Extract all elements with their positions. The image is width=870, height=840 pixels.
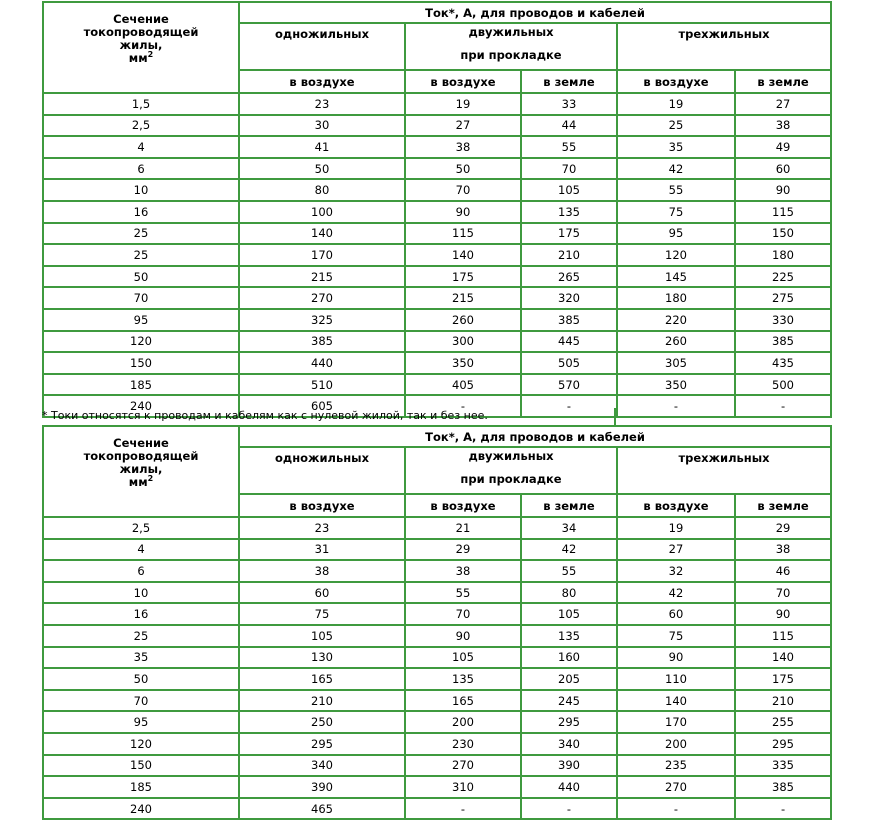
table-row bbox=[43, 582, 831, 604]
col-header-single-air: в воздухе bbox=[239, 494, 405, 517]
cell-current: 110 bbox=[617, 668, 735, 690]
cell-current: 140 bbox=[239, 223, 405, 245]
cell-current: 210 bbox=[239, 690, 405, 712]
cell-current: 295 bbox=[521, 711, 617, 733]
cell-section: 240 bbox=[43, 395, 239, 417]
cell-section: 185 bbox=[43, 776, 239, 798]
section-header-unit: $мм^2$ bbox=[128, 474, 154, 489]
table-row bbox=[43, 93, 831, 115]
current-table-1 bbox=[42, 1, 832, 418]
table-row bbox=[43, 115, 831, 137]
cell-current: 265 bbox=[521, 266, 617, 288]
cell-current: 55 bbox=[521, 136, 617, 158]
cell-section: 95 bbox=[43, 309, 239, 331]
cell-current: 27 bbox=[617, 539, 735, 561]
cell-current: 95 bbox=[617, 223, 735, 245]
cell-current: 255 bbox=[735, 711, 831, 733]
cell-current: 60 bbox=[735, 158, 831, 180]
cell-current: 325 bbox=[239, 309, 405, 331]
cell-section: 16 bbox=[43, 201, 239, 223]
cell-current: 435 bbox=[735, 352, 831, 374]
cell-current: 32 bbox=[617, 560, 735, 582]
cell-current: 170 bbox=[617, 711, 735, 733]
cell-current: 49 bbox=[735, 136, 831, 158]
cell-current: 305 bbox=[617, 352, 735, 374]
cell-current: 90 bbox=[405, 201, 521, 223]
cell-current: 38 bbox=[405, 560, 521, 582]
cell-current: 42 bbox=[617, 582, 735, 604]
cell-current: 50 bbox=[239, 158, 405, 180]
col-header-two-air: в воздухе bbox=[405, 70, 521, 93]
cell-current: 275 bbox=[735, 287, 831, 309]
cell-current: 38 bbox=[405, 136, 521, 158]
cell-current: 175 bbox=[405, 266, 521, 288]
table-row bbox=[43, 244, 831, 266]
cell-current: 105 bbox=[405, 647, 521, 669]
single-core-header: одножильных bbox=[239, 447, 405, 494]
cell-current: 19 bbox=[617, 93, 735, 115]
cell-section: 25 bbox=[43, 223, 239, 245]
cell-current: 38 bbox=[735, 539, 831, 561]
section-header-unit: $мм^2$ bbox=[128, 50, 154, 65]
cell-section: 240 bbox=[43, 798, 239, 820]
cell-current: 140 bbox=[617, 690, 735, 712]
laying-label: при прокладке bbox=[460, 48, 562, 62]
cell-current: 310 bbox=[405, 776, 521, 798]
table-row bbox=[43, 603, 831, 625]
cell-current: 335 bbox=[735, 755, 831, 777]
cell-section: 6 bbox=[43, 158, 239, 180]
cell-section: 120 bbox=[43, 331, 239, 353]
cell-current: 385 bbox=[735, 776, 831, 798]
cell-current: 34 bbox=[521, 517, 617, 539]
cell-current: 245 bbox=[521, 690, 617, 712]
cell-section: 35 bbox=[43, 647, 239, 669]
section-header bbox=[43, 426, 239, 517]
cell-section: 2,5 bbox=[43, 517, 239, 539]
col-header-two-ground: в земле bbox=[521, 70, 617, 93]
cell-current: 405 bbox=[405, 374, 521, 396]
table-row bbox=[43, 352, 831, 374]
cell-current: 180 bbox=[735, 244, 831, 266]
cell-current: 385 bbox=[735, 331, 831, 353]
cell-section: 50 bbox=[43, 266, 239, 288]
cell-current: 350 bbox=[617, 374, 735, 396]
cell-current: 440 bbox=[239, 352, 405, 374]
cell-current: 320 bbox=[521, 287, 617, 309]
table-row bbox=[43, 798, 831, 820]
current-header: Ток*, А, для проводов и кабелей bbox=[239, 2, 831, 23]
cell-current: 465 bbox=[239, 798, 405, 820]
section-header-title: Сечение токопроводящей жилы, bbox=[83, 436, 199, 476]
cell-current: 330 bbox=[735, 309, 831, 331]
cell-current: 180 bbox=[617, 287, 735, 309]
table-1-body bbox=[43, 93, 831, 417]
table-row bbox=[43, 755, 831, 777]
cell-section: 25 bbox=[43, 625, 239, 647]
cell-current: 120 bbox=[617, 244, 735, 266]
cell-current: 25 bbox=[617, 115, 735, 137]
table-row bbox=[43, 517, 831, 539]
cell-current: 21 bbox=[405, 517, 521, 539]
cell-current: 50 bbox=[405, 158, 521, 180]
single-core-header: одножильных bbox=[239, 23, 405, 70]
cell-current: 135 bbox=[521, 625, 617, 647]
col-header-two-air: в воздухе bbox=[405, 494, 521, 517]
table-row bbox=[43, 560, 831, 582]
cell-current: 115 bbox=[405, 223, 521, 245]
cell-current: - bbox=[735, 395, 831, 417]
cell-current: 225 bbox=[735, 266, 831, 288]
footnote: * Токи относятся к проводам и кабелям как с нулевой жилой, так и без нее. bbox=[42, 409, 488, 422]
cell-current: 295 bbox=[239, 733, 405, 755]
cell-section: 10 bbox=[43, 582, 239, 604]
cell-current: 44 bbox=[521, 115, 617, 137]
cell-current: - bbox=[617, 395, 735, 417]
cell-current: 200 bbox=[617, 733, 735, 755]
col-header-three-ground: в земле bbox=[735, 494, 831, 517]
cell-current: 100 bbox=[239, 201, 405, 223]
two-core-header bbox=[405, 23, 617, 70]
cell-current: 170 bbox=[239, 244, 405, 266]
section-header-title: Сечение токопроводящей жилы, bbox=[83, 12, 199, 52]
cell-current: 35 bbox=[617, 136, 735, 158]
two-core-label: двужильных bbox=[468, 25, 554, 39]
cell-current: 215 bbox=[239, 266, 405, 288]
cell-current: - bbox=[617, 798, 735, 820]
cell-current: 390 bbox=[239, 776, 405, 798]
two-core-header bbox=[405, 447, 617, 494]
cell-current: 350 bbox=[405, 352, 521, 374]
cell-current: 60 bbox=[239, 582, 405, 604]
cell-current: 55 bbox=[617, 179, 735, 201]
cell-section: 150 bbox=[43, 755, 239, 777]
table-row bbox=[43, 690, 831, 712]
current-table-2 bbox=[42, 425, 832, 820]
cell-current: 165 bbox=[405, 690, 521, 712]
cell-current: 165 bbox=[239, 668, 405, 690]
cell-current: 75 bbox=[617, 201, 735, 223]
cell-current: 23 bbox=[239, 517, 405, 539]
current-header: Ток*, А, для проводов и кабелей bbox=[239, 426, 831, 447]
table-row bbox=[43, 539, 831, 561]
cell-current: 250 bbox=[239, 711, 405, 733]
cell-current: 145 bbox=[617, 266, 735, 288]
cell-current: 510 bbox=[239, 374, 405, 396]
cell-section: 50 bbox=[43, 668, 239, 690]
cell-section: 4 bbox=[43, 539, 239, 561]
cell-current: 260 bbox=[617, 331, 735, 353]
cell-current: 30 bbox=[239, 115, 405, 137]
cell-current: - bbox=[405, 395, 521, 417]
cell-section: 2,5 bbox=[43, 115, 239, 137]
cell-current: 105 bbox=[521, 179, 617, 201]
table-row bbox=[43, 179, 831, 201]
cell-section: 1,5 bbox=[43, 93, 239, 115]
cell-current: 340 bbox=[521, 733, 617, 755]
cell-section: 150 bbox=[43, 352, 239, 374]
cell-current: 38 bbox=[735, 115, 831, 137]
cell-current: 220 bbox=[617, 309, 735, 331]
table-row bbox=[43, 158, 831, 180]
cell-current: 570 bbox=[521, 374, 617, 396]
cell-current: 505 bbox=[521, 352, 617, 374]
cell-current: 70 bbox=[735, 582, 831, 604]
cell-current: 215 bbox=[405, 287, 521, 309]
table-row bbox=[43, 711, 831, 733]
cell-current: 27 bbox=[735, 93, 831, 115]
section-header bbox=[43, 2, 239, 93]
cell-current: 160 bbox=[521, 647, 617, 669]
col-header-single-air: в воздухе bbox=[239, 70, 405, 93]
cell-current: 55 bbox=[521, 560, 617, 582]
cell-current: - bbox=[521, 798, 617, 820]
cell-current: 385 bbox=[239, 331, 405, 353]
cell-current: 19 bbox=[617, 517, 735, 539]
cell-current: 210 bbox=[735, 690, 831, 712]
cell-current: 38 bbox=[239, 560, 405, 582]
cell-current: 105 bbox=[521, 603, 617, 625]
cell-current: 90 bbox=[405, 625, 521, 647]
cell-current: 270 bbox=[405, 755, 521, 777]
cell-current: 70 bbox=[405, 603, 521, 625]
col-header-three-air: в воздухе bbox=[617, 494, 735, 517]
cell-current: 605 bbox=[239, 395, 405, 417]
cell-section: 120 bbox=[43, 733, 239, 755]
col-header-three-ground: в земле bbox=[735, 70, 831, 93]
cell-current: 140 bbox=[735, 647, 831, 669]
cell-current: 60 bbox=[617, 603, 735, 625]
cell-current: 31 bbox=[239, 539, 405, 561]
cell-current: 135 bbox=[521, 201, 617, 223]
table-row bbox=[43, 668, 831, 690]
table-row bbox=[43, 201, 831, 223]
cell-current: 70 bbox=[405, 179, 521, 201]
cell-current: 175 bbox=[735, 668, 831, 690]
cell-current: 210 bbox=[521, 244, 617, 266]
cell-current: 235 bbox=[617, 755, 735, 777]
cell-current: 29 bbox=[405, 539, 521, 561]
cell-current: 55 bbox=[405, 582, 521, 604]
cell-current: 42 bbox=[521, 539, 617, 561]
cell-section: 70 bbox=[43, 287, 239, 309]
cell-section: 25 bbox=[43, 244, 239, 266]
cell-current: - bbox=[405, 798, 521, 820]
cell-current: 19 bbox=[405, 93, 521, 115]
table-row bbox=[43, 223, 831, 245]
three-core-header: трехжильных bbox=[617, 447, 831, 494]
cell-current: 90 bbox=[617, 647, 735, 669]
cell-section: 70 bbox=[43, 690, 239, 712]
cell-current: 115 bbox=[735, 625, 831, 647]
cell-current: 385 bbox=[521, 309, 617, 331]
cell-current: 75 bbox=[617, 625, 735, 647]
cell-current: 70 bbox=[521, 158, 617, 180]
cell-current: 41 bbox=[239, 136, 405, 158]
three-core-header: трехжильных bbox=[617, 23, 831, 70]
cell-current: 80 bbox=[239, 179, 405, 201]
cell-section: 10 bbox=[43, 179, 239, 201]
table-row bbox=[43, 331, 831, 353]
cell-current: 270 bbox=[239, 287, 405, 309]
cell-current: 46 bbox=[735, 560, 831, 582]
col-header-three-air: в воздухе bbox=[617, 70, 735, 93]
cell-current: 42 bbox=[617, 158, 735, 180]
cell-current: 390 bbox=[521, 755, 617, 777]
table-row bbox=[43, 374, 831, 396]
cell-current: 115 bbox=[735, 201, 831, 223]
cell-current: 295 bbox=[735, 733, 831, 755]
cell-current: 75 bbox=[239, 603, 405, 625]
two-core-label: двужильных bbox=[468, 449, 554, 463]
cell-current: 90 bbox=[735, 603, 831, 625]
table-row bbox=[43, 309, 831, 331]
col-header-two-ground: в земле bbox=[521, 494, 617, 517]
table-row bbox=[43, 776, 831, 798]
cell-current: 140 bbox=[405, 244, 521, 266]
table-row bbox=[43, 136, 831, 158]
cell-current: 135 bbox=[405, 668, 521, 690]
cell-current: 270 bbox=[617, 776, 735, 798]
table-2-body bbox=[43, 517, 831, 819]
table-row bbox=[43, 733, 831, 755]
cell-current: 260 bbox=[405, 309, 521, 331]
cell-current: 175 bbox=[521, 223, 617, 245]
cell-current: 230 bbox=[405, 733, 521, 755]
cell-section: 185 bbox=[43, 374, 239, 396]
cell-current: 150 bbox=[735, 223, 831, 245]
cell-current: 33 bbox=[521, 93, 617, 115]
cell-current: 80 bbox=[521, 582, 617, 604]
cell-current: 90 bbox=[735, 179, 831, 201]
cell-current: 27 bbox=[405, 115, 521, 137]
cell-current: 130 bbox=[239, 647, 405, 669]
table-row bbox=[43, 266, 831, 288]
cell-current: 205 bbox=[521, 668, 617, 690]
cell-current: 440 bbox=[521, 776, 617, 798]
cell-current: 23 bbox=[239, 93, 405, 115]
table-row bbox=[43, 287, 831, 309]
table-row bbox=[43, 647, 831, 669]
table-row bbox=[43, 625, 831, 647]
cell-current: 445 bbox=[521, 331, 617, 353]
cell-current: 300 bbox=[405, 331, 521, 353]
cell-current: 200 bbox=[405, 711, 521, 733]
cell-section: 6 bbox=[43, 560, 239, 582]
cell-current: - bbox=[735, 798, 831, 820]
cell-section: 4 bbox=[43, 136, 239, 158]
cell-current: 105 bbox=[239, 625, 405, 647]
cell-current: 500 bbox=[735, 374, 831, 396]
cell-section: 95 bbox=[43, 711, 239, 733]
footnote-divider bbox=[614, 408, 616, 426]
laying-label: при прокладке bbox=[460, 472, 562, 486]
cell-current: 340 bbox=[239, 755, 405, 777]
cell-section: 16 bbox=[43, 603, 239, 625]
cell-current: - bbox=[521, 395, 617, 417]
cell-current: 29 bbox=[735, 517, 831, 539]
